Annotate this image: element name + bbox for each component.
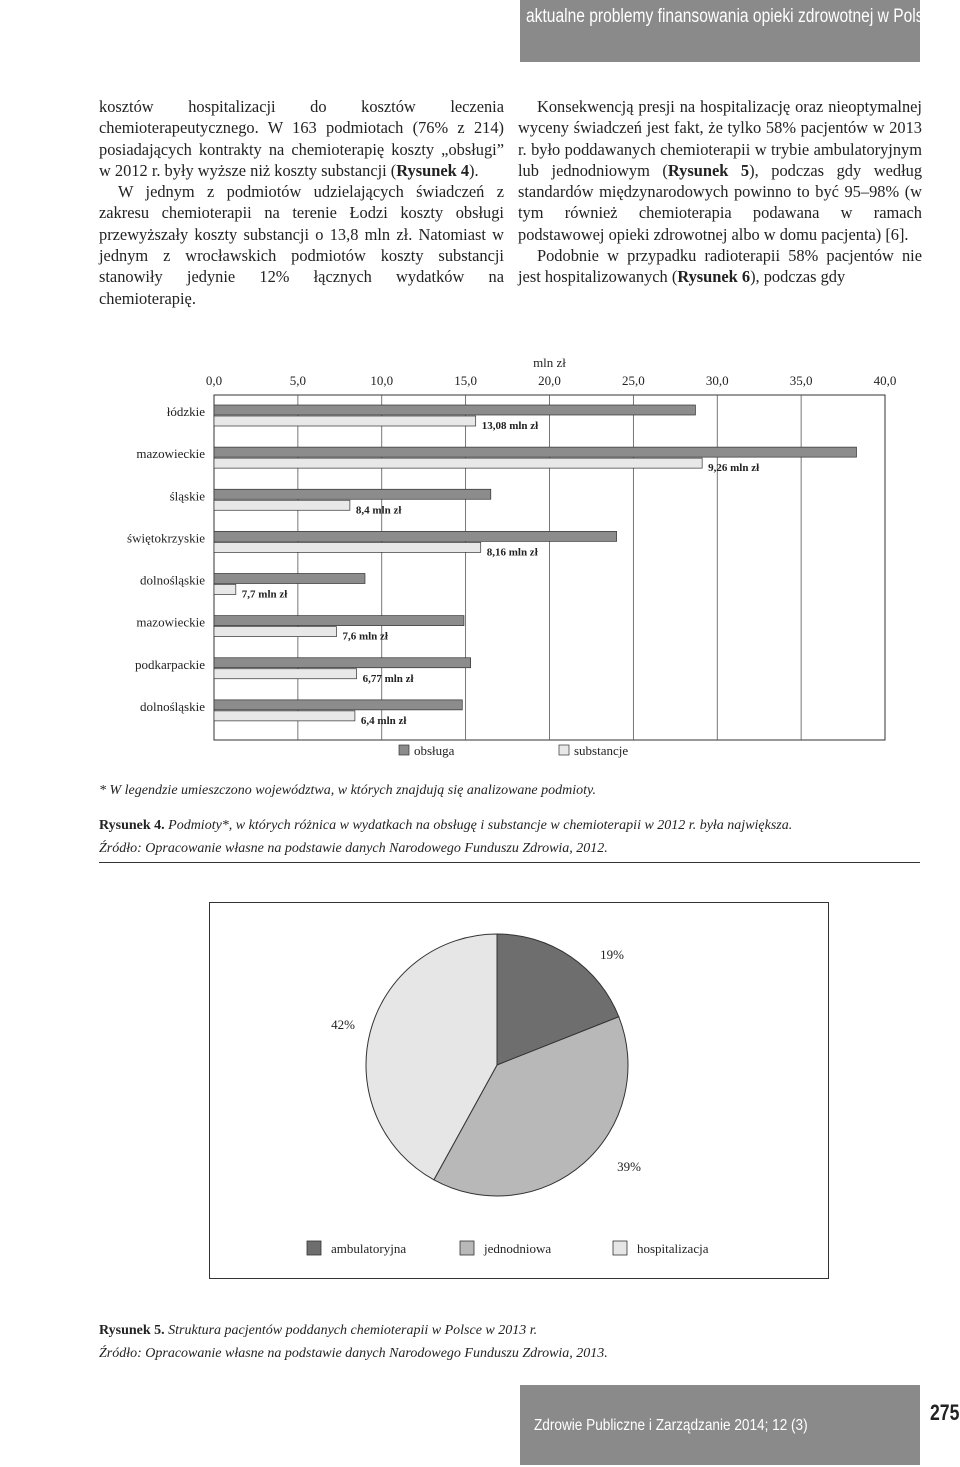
divider xyxy=(99,862,920,863)
bar-substancje xyxy=(214,416,476,426)
x-tick-label: 15,0 xyxy=(454,373,477,388)
running-header xyxy=(520,0,940,62)
figure-reference: Rysunek 4 xyxy=(396,160,470,180)
paragraph-text: kosztów hospitalizacji do kosztów leczenia chemioterapeutycznego. W 163 podmiotach (76% z 214) posiadających kontrakty na chemioterapię koszty „obsługi” w 2012 r. były wyższe niż koszty substancji ( xyxy=(99,97,504,180)
category-label: podkarpackie xyxy=(134,656,205,672)
running-header-title: aktualne problemy finansowania opieki zdrowotnej w Polsce xyxy=(526,6,940,27)
difference-label: 8,4 mln zł xyxy=(355,504,402,517)
x-tick-label: 10,0 xyxy=(370,373,394,388)
paragraph-text: Konsekwencją presji na hospitalizację oraz nieoptymalnej wyceny świadczeń jest fakt, że tylko 58% pacjentów w 2013 r. było poddawanych chemioterapii w trybie ambulatoryjnym lub jednodniowym ( xyxy=(518,97,922,180)
paragraph xyxy=(518,96,922,245)
category-label: dolnośląskie xyxy=(140,572,205,588)
bar-substancje xyxy=(214,500,350,510)
difference-label: 6,77 mln zł xyxy=(362,672,414,685)
bar-substancje xyxy=(214,458,702,468)
paragraph: W jednym z podmiotów udzielających świadczeń z zakresu chemioterapii na terenie Łodzi koszty obsługi przewyższały koszty substancji o 13,8 mln zł. Natomiast w jednym z wrocławskich podmiotów koszty substancji stanowiły jedynie 12% łącznych wydatków na chemioterapię. xyxy=(99,182,504,308)
difference-label: 8,16 mln zł xyxy=(486,546,538,559)
figure-4-footnote xyxy=(99,780,596,802)
legend-label: ambulatoryjna xyxy=(331,1241,407,1256)
x-tick-label: 40,0 xyxy=(873,373,897,388)
figure-4-caption xyxy=(99,815,792,837)
category-label: mazowieckie xyxy=(136,614,205,630)
pie-chart xyxy=(210,903,828,1278)
bar-obsluga xyxy=(214,531,617,541)
category-label: świętokrzyskie xyxy=(127,530,205,546)
legend-label: substancje xyxy=(574,743,629,758)
x-tick-label: 25,0 xyxy=(622,373,645,388)
figure-reference: Rysunek 6 xyxy=(677,267,751,287)
figure-4-chart xyxy=(99,350,919,770)
bar-obsluga xyxy=(214,405,695,415)
x-tick-label: 20,0 xyxy=(538,373,561,388)
figure-5-source xyxy=(99,1343,608,1365)
bar-chart xyxy=(99,350,919,770)
paragraph-text: ), podczas gdy xyxy=(750,267,846,287)
category-label: śląskie xyxy=(169,488,205,504)
legend-label: obsługa xyxy=(414,743,455,758)
paragraph xyxy=(99,96,504,181)
category-label: dolnośląskie xyxy=(140,698,205,714)
figure-5-caption xyxy=(99,1320,537,1342)
caption-label: Rysunek 4. xyxy=(99,818,165,833)
slice-value-label: 42% xyxy=(331,1017,355,1032)
running-footer xyxy=(520,1385,920,1465)
bar-substancje xyxy=(214,585,236,595)
paragraph xyxy=(518,245,922,288)
difference-label: 9,26 mln zł xyxy=(708,462,760,475)
axis-unit-label: mln zł xyxy=(533,355,566,370)
caption-text: Podmioty*, w których różnica w wydatkach na obsługę i substancje w chemioterapii w 2012 r. była największa. xyxy=(168,818,793,833)
bar-obsluga xyxy=(214,574,365,584)
difference-label: 6,4 mln zł xyxy=(360,714,407,727)
text-column-left xyxy=(99,96,504,309)
x-tick-label: 35,0 xyxy=(789,373,813,388)
journal-name: Zdrowie Publiczne i Zarządzanie 2014; 12 (3) xyxy=(534,1417,808,1434)
legend-swatch xyxy=(613,1241,627,1255)
slice-value-label: 39% xyxy=(617,1159,641,1174)
source-text: Źródło: Opracowanie własne na podstawie danych Narodowego Funduszu Zdrowia, 2012. xyxy=(99,841,608,856)
bar-substancje xyxy=(214,542,481,552)
page-number: 275 xyxy=(930,1400,960,1425)
slice-value-label: 19% xyxy=(600,947,624,962)
source-text: Źródło: Opracowanie własne na podstawie danych Narodowego Funduszu Zdrowia, 2013. xyxy=(99,1346,608,1361)
difference-label: 7,7 mln zł xyxy=(241,588,288,601)
figure-5-chart xyxy=(209,902,829,1279)
text-column-right xyxy=(518,96,922,288)
bar-obsluga xyxy=(214,489,491,499)
bar-obsluga xyxy=(214,616,464,626)
paragraph-text: ). xyxy=(469,160,479,180)
bar-substancje xyxy=(214,711,355,721)
legend-swatch xyxy=(559,745,569,755)
legend-label: hospitalizacja xyxy=(637,1241,709,1256)
bar-obsluga xyxy=(214,447,856,457)
bar-substancje xyxy=(214,627,336,637)
category-label: łódzkie xyxy=(166,404,205,419)
paragraph-text: ), podczas gdy według standardów międzynarodowych powinno to być 95–98% (w tym również chemioterapia podawana w ramach podstawowej opieki zdrowotnej albo w domu pacjenta) [6]. xyxy=(518,160,923,244)
caption-label: Rysunek 5. xyxy=(99,1323,165,1338)
footnote-text: * W legendzie umieszczono województwa, w których znajdują się analizowane podmioty. xyxy=(99,783,596,798)
bar-obsluga xyxy=(214,700,462,710)
difference-label: 13,08 mln zł xyxy=(481,420,539,432)
caption-text: Struktura pacjentów poddanych chemioterapii w Polsce w 2013 r. xyxy=(168,1323,538,1338)
x-tick-label: 0,0 xyxy=(205,373,223,388)
legend-swatch xyxy=(460,1241,474,1255)
paragraph-text: Podobnie w przypadku radioterapii 58% pacjentów nie jest hospitalizowanych ( xyxy=(518,246,922,287)
x-tick-label: 5,0 xyxy=(289,373,306,388)
bar-obsluga xyxy=(214,658,471,668)
category-label: mazowieckie xyxy=(136,446,205,462)
legend-label: jednodniowa xyxy=(484,1241,552,1256)
bar-substancje xyxy=(214,669,357,679)
figure-4-source xyxy=(99,838,608,860)
figure-reference: Rysunek 5 xyxy=(667,160,750,180)
difference-label: 7,6 mln zł xyxy=(342,630,388,643)
x-tick-label: 30,0 xyxy=(705,373,729,388)
legend-swatch xyxy=(307,1241,321,1255)
legend-swatch xyxy=(399,745,409,755)
